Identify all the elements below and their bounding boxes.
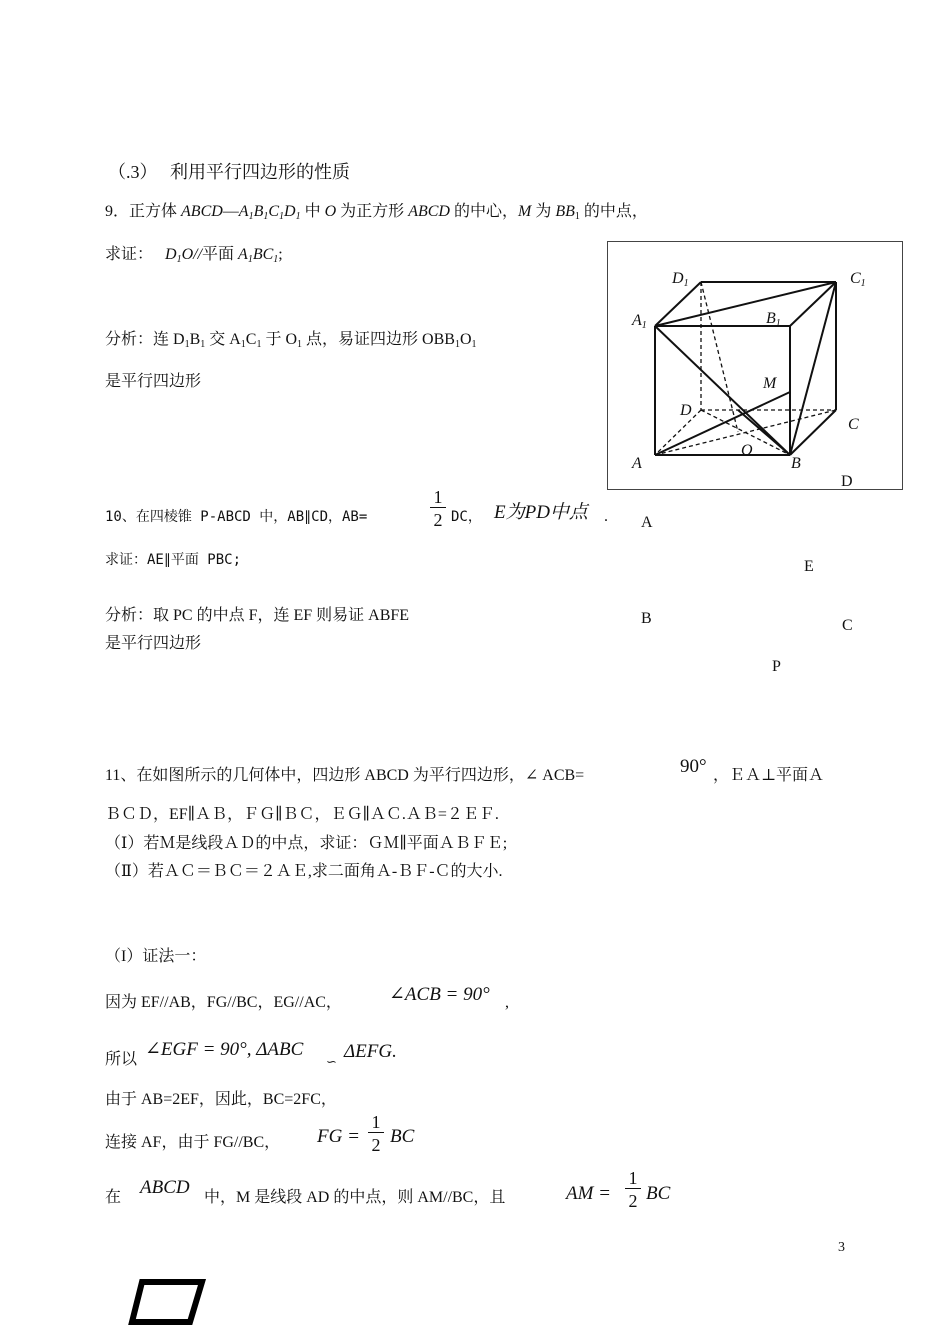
q11-line1-b: ，ＥＡ⊥平面Ａ: [713, 767, 825, 784]
proof-line5-label: 在: [105, 1189, 122, 1206]
q10-analysis-1: 分析：取 PC 的中点 F，连 EF 则易证 ABFE: [105, 607, 410, 624]
q10-label-d: D: [841, 473, 853, 490]
proof-line3: 由于 AB=2EF，因此，BC=2FC，: [105, 1091, 337, 1108]
q10-statement-a: 10、在四棱锥 P-ABCD 中，AB∥CD，AB=: [105, 509, 368, 525]
proof-line4-fraction: [368, 1112, 384, 1157]
q11-angle: 90°: [680, 756, 707, 777]
proof-line2-math1: ∠EGF = 90°, ΔABC: [145, 1039, 304, 1060]
q9-prove: 求证： $D_1O//$平面 $A_1BC_1$;: [105, 246, 283, 265]
q10-label-p: P: [772, 658, 781, 675]
label-d1: $D_1$: [672, 270, 689, 289]
q10-period: .: [604, 508, 608, 525]
q11-part2: （Ⅱ）若ＡＣ＝ＢＣ＝２ＡＥ,求二面角Ａ-ＢＦ-Ｃ的大小.: [105, 863, 503, 880]
q10-label-a: A: [641, 514, 653, 531]
q11-part1: （Ⅰ）若Ｍ是线段ＡＤ的中点，求证：ＧＭ∥平面ＡＢＦＥ;: [105, 835, 508, 852]
q10-frac-num: 1: [433, 487, 443, 507]
label-c: C: [848, 416, 859, 433]
label-a1: $A_1$: [632, 312, 647, 331]
q10-frac-den: 2: [433, 510, 443, 530]
label-b: B: [791, 455, 801, 472]
label-o: O: [741, 442, 753, 459]
section-heading: [108, 162, 350, 182]
proof-line2-label: 所以: [105, 1051, 138, 1068]
proof-line5-abcd: ABCD: [140, 1177, 190, 1198]
q9-analysis-2: 是平行四边形: [105, 373, 202, 390]
proof-line5-fraction: [625, 1168, 641, 1213]
label-a: A: [632, 455, 642, 472]
proof-line4-den: 2: [371, 1135, 381, 1155]
cube-figure: [607, 241, 903, 490]
parallelogram-icon: [128, 1276, 208, 1326]
proof-line4-rhs: BC: [390, 1126, 415, 1147]
proof-line2-similar: ∽: [326, 1054, 337, 1069]
section-title: 利用平行四边形的性质: [170, 162, 350, 182]
q10-statement-c: E为PD中点: [494, 502, 588, 523]
proof-line4-lhs: FG =: [317, 1126, 360, 1147]
q10-label-c: C: [842, 617, 853, 634]
label-m: M: [763, 375, 777, 392]
q10-fraction: [430, 487, 446, 532]
q10-label-b: B: [641, 610, 652, 627]
label-d: D: [680, 402, 692, 419]
proof-line4: 连接 AF，由于 FG//BC，: [105, 1134, 281, 1151]
label-c1: $C_1$: [850, 270, 866, 289]
q11-line1-a: 11、在如图所示的几何体中，四边形 ABCD 为平行四边形，∠ ACB=: [105, 767, 585, 784]
label-b1: $B_1$: [766, 310, 781, 329]
q11-line2: ＢＣＤ，EF∥ＡＢ，ＦＧ∥ＢＣ，ＥＧ∥ＡＣ.ＡＢ=２ＥＦ.: [105, 806, 499, 823]
q9-analysis: 分析：连 $D_1B_1$ 交 $A_1C_1$ 于 $O_1$ 点，易证四边形 $OBB_1O_1$: [105, 331, 477, 350]
proof-line5-rhs: BC: [646, 1183, 671, 1204]
page-number: 3: [838, 1240, 845, 1255]
proof-line1-comma: ,: [505, 994, 509, 1011]
q10-label-e: E: [804, 558, 814, 575]
proof-line4-num: 1: [371, 1112, 381, 1132]
proof-line1: 因为 EF//AB，FG//BC，EG//AC，: [105, 994, 342, 1011]
proof-line5-lhs: AM =: [566, 1183, 612, 1204]
proof-line5-num: 1: [628, 1168, 638, 1188]
q9-statement: 9．正方体 $ABCD—A_1B_1C_1D_1$ 中 O 为正方形 ABCD 的中心，M 为 $BB_1$ 的中点，: [105, 203, 648, 222]
proof-line5-den: 2: [628, 1191, 638, 1211]
proof-heading: （I）证法一：: [105, 948, 207, 965]
proof-line5-text: 中，M 是线段 AD 的中点，则 AM//BC，且: [204, 1189, 506, 1206]
q10-analysis-2: 是平行四边形: [105, 635, 202, 652]
q10-prove: 求证：AE∥平面 PBC;: [105, 552, 242, 568]
proof-line2-math2: ΔEFG.: [344, 1041, 397, 1062]
q10-statement-b: DC，: [451, 509, 482, 525]
section-number: （.3）: [108, 162, 158, 182]
proof-line1-math: ∠ACB = 90°: [389, 984, 490, 1005]
